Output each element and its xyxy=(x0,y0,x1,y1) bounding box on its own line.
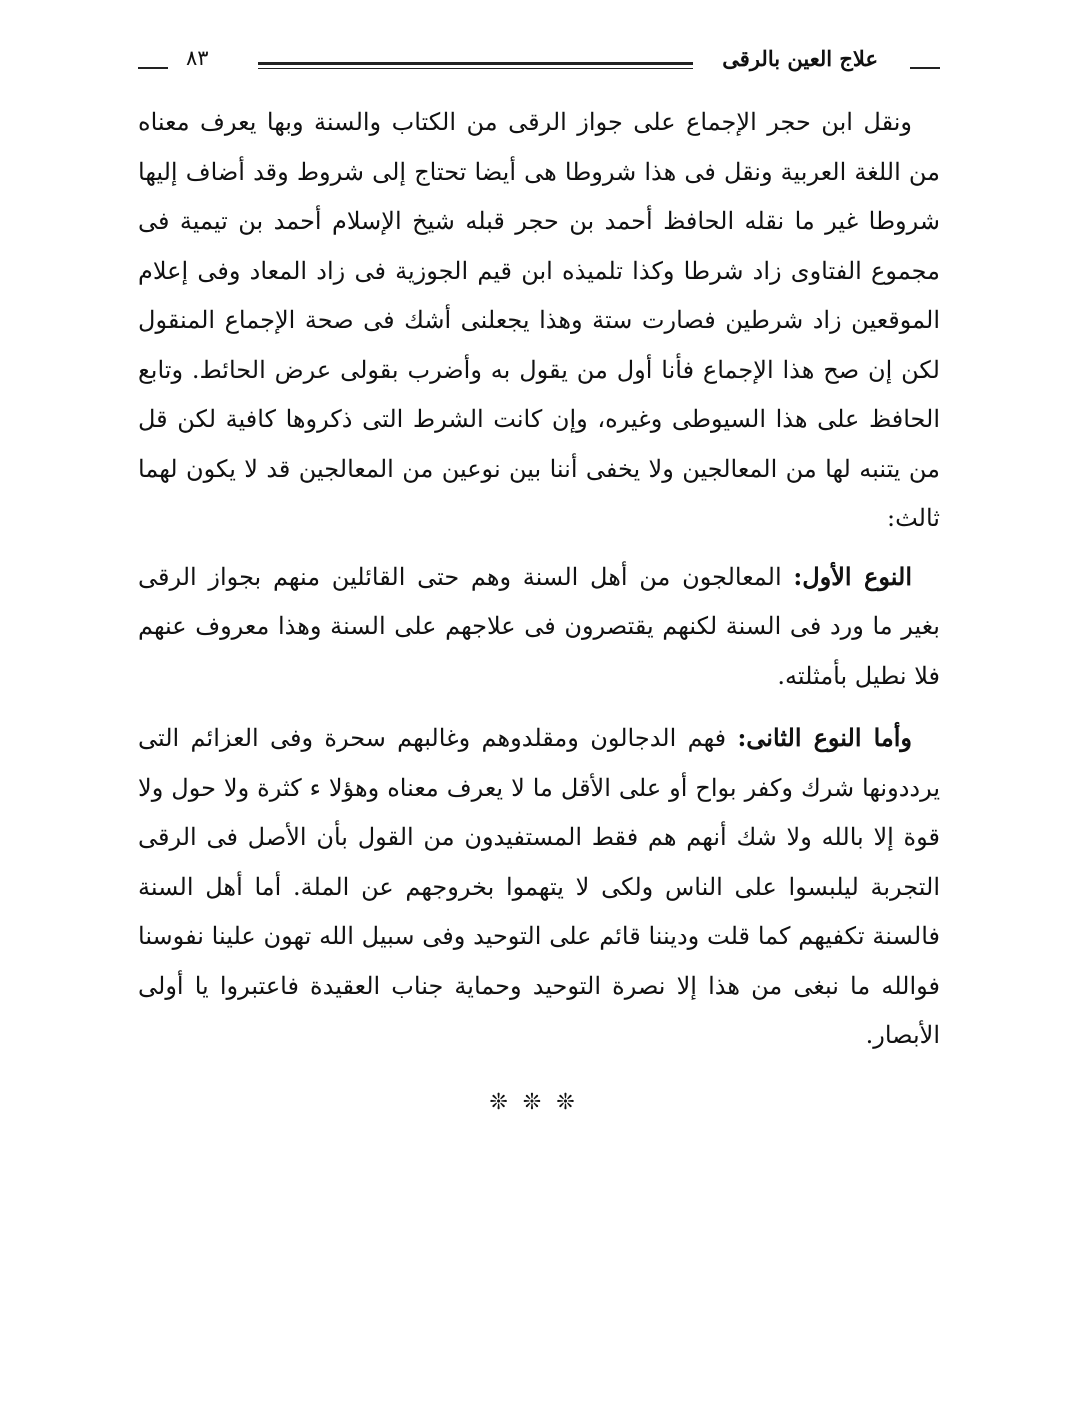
header-rule-double xyxy=(258,62,693,65)
page-number: ٨٣ xyxy=(186,46,209,70)
body-text xyxy=(138,98,940,1073)
paragraph-intro xyxy=(138,98,940,544)
header-rule-short-right xyxy=(910,67,940,69)
running-header xyxy=(138,42,940,78)
paragraph-second-type-text: فهم الدجالون ومقلدوهم وغالبهم سحرة وفى العزائم التى يرددونها شرك وكفر بواح أو على الأقل ما لا يعرف معناه وهؤلا ء كثرة ولا حول ولا قوة إلا بالله ولا شك أنهم هم فقط المستفيدون من القول بأن الأصل فى الرقى التجربة ليلبسوا على الناس ولكى لا يتهموا بخروجهم عن الملة. أما أهل السنة فالسنة تكفيهم كما قلت وديننا قائم على التوحيد وفى سبيل الله تهون علينا نفوسنا فوالله ما نبغى من هذا إلا نصرة التوحيد وحماية جناب العقيدة فاعتبروا يا أولى الأبصار. xyxy=(138,724,940,1049)
paragraph-second-type-heading: وأما النوع الثانى: xyxy=(737,723,912,752)
paragraph-intro-text: ونقل ابن حجر الإجماع على جواز الرقى من الكتاب والسنة وبها يعرف معناه من اللغة العربية ونقل فى هذا شروطا هى أيضا تحتاج إلى شروط وقد أضاف إليها شروطا غير ما نقله الحافظ أحمد بن حجر قبله شيخ الإسلام أحمد بن تيمية فى مجموع الفتاوى زاد شرطا وكذا تلميذه ابن قيم الجوزية فى زاد المعاد وفى إعلام الموقعين زاد شرطين فصارت ستة وهذا يجعلنى أشك فى صحة الإجماع المنقول لكن إن صح هذا الإجماع فأنا أول من يقول به وأضرب بقولى عرض الحائط. وتابع الحافظ على هذا السيوطى وغيره، وإن كانت الشرط التى ذكروها كافية لكن قل من يتنبه لها من المعالجين ولا يخفى أننا بين نوعين من المعالجين قد لا يكون لهما ثالث: xyxy=(138,108,940,532)
paragraph-first-type-text: المعالجون من أهل السنة وهم حتى القائلين منهم بجواز الرقى بغير ما ورد فى السنة لكنهم يقتصرون فى علاجهم على السنة وهذا معروف عنهم فلا نطيل بأمثلته. xyxy=(138,562,940,690)
paragraph-second-type xyxy=(138,713,940,1061)
section-end-ornament: ❊ ❊ ❊ xyxy=(489,1090,579,1115)
header-rule-short-left xyxy=(138,67,168,69)
running-title: علاج العين بالرقى xyxy=(722,46,878,71)
paragraph-first-type-heading: النوع الأول: xyxy=(793,561,912,591)
paragraph-first-type xyxy=(138,552,940,702)
